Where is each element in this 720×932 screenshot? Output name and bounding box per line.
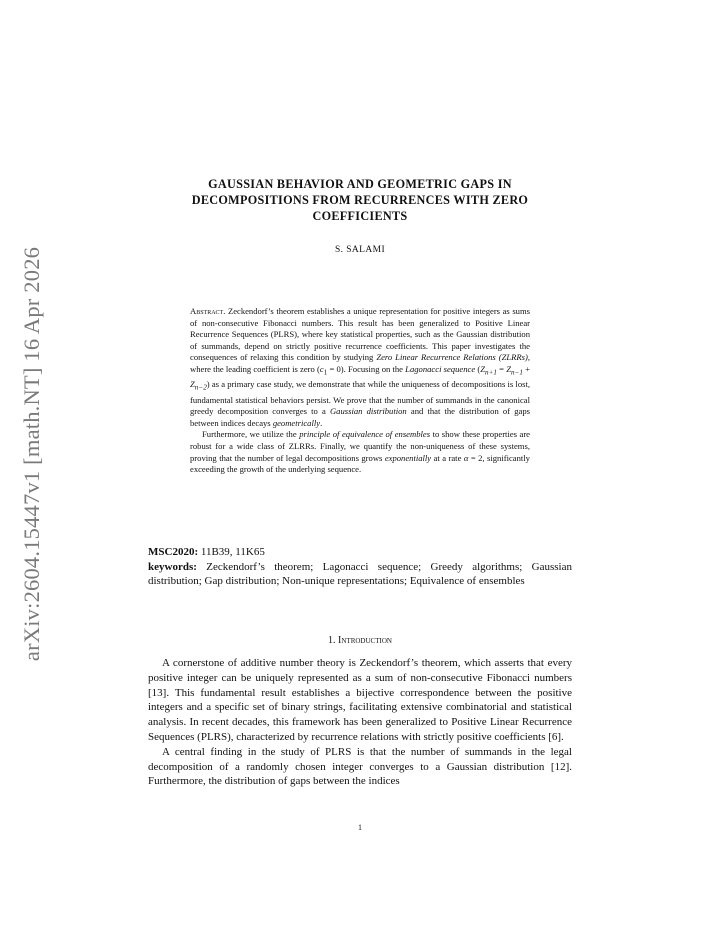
abstract: [190, 306, 530, 476]
math-var: Z: [480, 363, 485, 374]
abstract-emphasis: Gaussian distribution: [329, 406, 407, 417]
section-title: Introduction: [338, 635, 392, 646]
abstract-text: at a rate: [431, 452, 464, 463]
abstract-text: +: [523, 363, 531, 374]
msc-label: MSC2020:: [148, 546, 199, 558]
keywords-value: Zeckendorf’s theorem; Lagonacci sequence; Greedy algorithms; Gaussian distribution; Gap distribution; Non-unique representations; Equivalence of ensembles: [148, 560, 572, 588]
abstract-emphasis: Lagonacci sequence: [405, 363, 476, 374]
math-var: c: [319, 363, 324, 374]
title-line: DECOMPOSITIONS FROM RECURRENCES WITH ZERO: [191, 193, 529, 207]
math-var: Z: [190, 379, 195, 390]
title-line: GAUSSIAN BEHAVIOR AND GEOMETRIC GAPS IN: [208, 177, 512, 191]
abstract-text: =: [496, 363, 507, 374]
classification-block: [148, 545, 572, 589]
math-subscript: 1: [323, 368, 328, 377]
abstract-text: and that the distribution of gaps between indices decays: [190, 406, 531, 428]
abstract-text: = 2, significantly exceeding the growth of the underlying sequence.: [190, 452, 530, 475]
arxiv-stamp: [12, 248, 52, 660]
msc-value: 11B39, 11K65: [198, 546, 265, 558]
keywords-label: keywords:: [148, 560, 197, 573]
body-paragraph-2: A central finding in the study of PLRS is that the number of summands in the legal decomposition of a randomly chosen integer converges to a Gaussian distribution [12]. Furthermore, the distribution of gaps between the indices: [148, 745, 572, 788]
keywords-line: [148, 560, 572, 589]
section-heading: [148, 635, 572, 646]
math-var: Z: [506, 363, 511, 374]
msc-line: [148, 545, 572, 560]
paper-title: [148, 176, 572, 224]
math-subscript: n−1: [511, 368, 523, 377]
abstract-emphasis: Zero Linear Recurrence Relations (ZLRRs): [376, 352, 528, 363]
author-name: S. SALAMI: [334, 245, 386, 255]
abstract-paragraph-1: [190, 306, 530, 429]
abstract-text: Zeckendorf’s theorem establishes a unique representation for positive integers as sums of non-consecutive Fibonacci numbers. This result has been generalized to Positive Linear Recurrence Sequences (PLRS), where key statistical properties, such as the Gaussian distribution of summands, depend on strictly positive recurrence coefficients. This paper investigates the consequences of relaxing this condition by studying: [190, 306, 530, 363]
math-var: α: [463, 452, 469, 463]
abstract-emphasis: principle of equivalence of ensembles: [299, 429, 431, 440]
section-number: 1.: [328, 635, 339, 646]
abstract-emphasis: exponentially: [384, 452, 432, 463]
abstract-text: .: [320, 417, 323, 428]
title-line: COEFFICIENTS: [312, 209, 408, 223]
abstract-text: ) as a primary case study, we demonstrate that while the uniqueness of decompositions is lost, fundamental statistical behaviors persist. We prove that the number of summands in the canonical greedy decomposition converges to a: [190, 379, 530, 417]
abstract-emphasis: geometrically: [272, 417, 321, 428]
math-subscript: n+1: [484, 368, 497, 377]
abstract-paragraph-2: [190, 429, 530, 475]
body-paragraph-1: A cornerstone of additive number theory is Zeckendorf’s theorem, which asserts that every positive integer can be uniquely represented as a sum of non-consecutive Fibonacci numbers [13]. This fundamental result establishes a bijective correspondence between the positive integers and a specific set of binary strings, facilitating extensive combinatorial and statistical analysis. In recent decades, this framework has been generalized to Positive Linear Recurrence Sequences (PLRS), characterized by recurrence relations with strictly positive coefficients [6].: [148, 657, 572, 743]
abstract-text: = 0). Focusing on the: [327, 363, 406, 374]
abstract-text: , where the leading coefficient is zero (: [190, 352, 530, 374]
abstract-text: (: [475, 363, 481, 374]
arxiv-stamp-text: arXiv:2604.15447v1 [math.NT] 16 Apr 2026: [19, 246, 45, 662]
math-subscript: n−2: [194, 384, 207, 392]
page-number: 1: [358, 823, 362, 832]
abstract-label: Abstract.: [190, 306, 226, 316]
abstract-text: to show these properties are robust for a wide class of ZLRRs. Finally, we quantify the non-uniqueness of these systems, proving that the number of legal decompositions grows: [190, 429, 530, 463]
body-text: [148, 656, 572, 789]
abstract-text: Furthermore, we utilize the: [202, 429, 300, 440]
